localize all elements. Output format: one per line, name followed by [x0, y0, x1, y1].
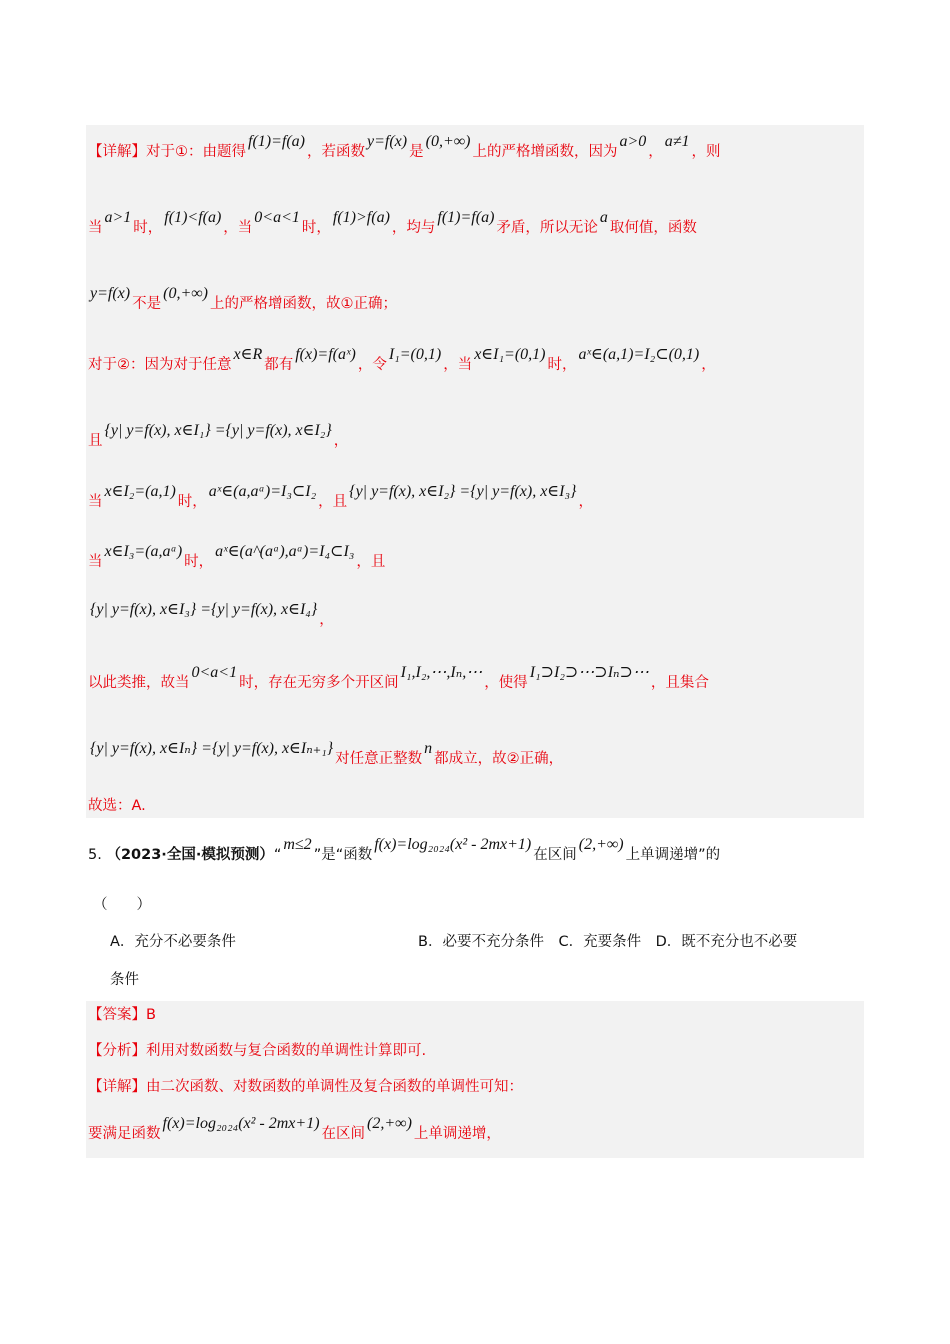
text-segment: B．必要不充分条件 C．充要条件 D．既不充分也不必要	[418, 934, 798, 950]
math-formula: I₁⊃I₂⊃⋯⊃Iₙ⊃⋯	[529, 664, 649, 681]
math-formula: (2,+∞)	[367, 1115, 412, 1132]
math-formula: (0,+∞)	[425, 133, 471, 150]
text-segment: 矛盾，所以无论	[496, 220, 598, 236]
math-formula: aˣ∈(a,1)=I₂⊂(0,1)	[578, 346, 700, 363]
text-segment: 取何值，函数	[609, 220, 697, 236]
text-segment: 【详解】由二次函数、对数函数的单调性及复合函数的单调性可知：	[88, 1079, 523, 1095]
text-segment: 【详解】对于①：由题得	[88, 144, 246, 160]
math-formula: {y| y=f(x), x∈I₃} ={y| y=f(x), x∈I₄}	[90, 601, 318, 618]
text-segment: 故选：A.	[88, 798, 146, 814]
math-formula: {y| y=f(x), x∈Iₙ} ={y| y=f(x), x∈Iₙ₊₁}	[90, 740, 334, 757]
text-segment: 上的严格增函数，故①正确；	[209, 296, 397, 312]
solution5-line	[88, 1115, 501, 1144]
text-segment: 【答案】B	[88, 1007, 156, 1023]
text-segment: ，	[701, 357, 716, 373]
text-segment: 在区间	[533, 847, 577, 863]
math-formula: n	[424, 740, 433, 757]
math-formula: x∈I₂=(a,1)	[104, 483, 176, 500]
math-formula: y=f(x)	[90, 285, 131, 302]
solution4-line	[88, 209, 697, 238]
text-segment: ”是“函数	[313, 847, 373, 863]
math-formula: f(1)=f(a)	[437, 209, 495, 226]
math-formula: f(1)=f(a)	[248, 133, 305, 150]
text-segment: 是	[409, 144, 424, 160]
solution4-line	[88, 133, 721, 162]
text-segment: 对于②：因为对于任意	[88, 357, 232, 373]
text-segment: ，	[648, 144, 663, 160]
text-segment: 上的严格增函数，因为	[472, 144, 618, 160]
math-formula: (2,+∞)	[578, 836, 624, 853]
solution4-line	[88, 601, 334, 630]
question5-line	[418, 932, 797, 952]
solution4-line	[88, 346, 716, 375]
text-segment: ，若函数	[307, 144, 365, 160]
text-segment: ，均与	[391, 220, 436, 236]
solution5-line	[88, 1077, 523, 1097]
math-formula: x∈I₁=(0,1)	[474, 346, 546, 363]
text-segment: （ ）	[93, 897, 151, 913]
text-segment: 都有	[264, 357, 294, 373]
text-segment: 在区间	[321, 1126, 366, 1142]
question5-line	[88, 836, 721, 865]
question5-line	[110, 970, 139, 990]
math-formula: a≠1	[664, 133, 690, 150]
text-segment: ，当	[443, 357, 473, 373]
math-formula: f(1)>f(a)	[332, 209, 390, 226]
math-formula: f(1)<f(a)	[164, 209, 222, 226]
text-segment: 当	[88, 494, 103, 510]
solution4-line	[88, 483, 593, 512]
text-segment: ，	[333, 433, 349, 449]
text-segment: 当	[88, 554, 103, 570]
math-formula: 0<a<1	[254, 209, 300, 226]
text-segment: ，使得	[484, 675, 528, 691]
text-segment: 条件	[110, 972, 139, 988]
text-segment: 【分析】利用对数函数与复合函数的单调性计算即可.	[88, 1043, 427, 1059]
solution4-line	[88, 740, 564, 769]
math-formula: f(x)=f(aˣ)	[295, 346, 356, 363]
math-formula: f(x)=log₂₀₂₄(x² - 2mx+1)	[162, 1115, 320, 1132]
text-segment: ，	[578, 494, 593, 510]
text-segment: A．充分不必要条件	[110, 934, 236, 950]
text-segment: 上单调递增”的	[625, 847, 721, 863]
math-formula: (0,+∞)	[163, 285, 208, 302]
solution4-line	[88, 422, 349, 451]
text-segment: 都成立，故②正确，	[434, 751, 564, 767]
math-formula: f(x)=log₂₀₂₄(x² - 2mx+1)	[374, 836, 532, 853]
math-formula: aˣ∈(a,aᵃ)=I₃⊂I₂	[208, 483, 317, 500]
text-segment: 时，	[177, 494, 207, 510]
text-segment: 时，	[547, 357, 577, 373]
text-segment: ，且	[356, 554, 386, 570]
question5-line	[93, 895, 151, 915]
text-segment: 5.	[88, 847, 107, 863]
solution4-line	[88, 285, 397, 314]
text-segment: ，令	[357, 357, 387, 373]
solution4-line	[88, 796, 146, 816]
math-formula: {y| y=f(x), x∈I₁} ={y| y=f(x), x∈I₂}	[104, 422, 332, 439]
math-formula: a>0	[619, 133, 647, 150]
math-formula: x∈I₃=(a,aᵃ)	[104, 543, 183, 560]
solution4-line	[88, 543, 386, 572]
text-segment: ，	[319, 612, 334, 628]
text-segment: “	[273, 847, 282, 863]
math-formula: a	[599, 209, 608, 226]
text-segment: 上单调递增，	[413, 1126, 501, 1142]
solution5-line	[88, 1041, 426, 1061]
text-segment: 时，	[184, 554, 214, 570]
text-segment: ，且集合	[650, 675, 709, 691]
question5-line	[110, 932, 236, 952]
math-formula: y=f(x)	[367, 133, 408, 150]
math-formula: a>1	[104, 209, 132, 226]
math-formula: m≤2	[283, 836, 312, 853]
text-segment: ，则	[691, 144, 721, 160]
text-segment: 时，	[133, 220, 163, 236]
text-segment: 要满足函数	[88, 1126, 161, 1142]
text-segment: 当	[88, 220, 103, 236]
text-segment: 时，	[301, 220, 331, 236]
math-formula: 0<a<1	[191, 664, 238, 681]
solution4-line	[88, 664, 709, 693]
math-formula: I₁=(0,1)	[388, 346, 442, 363]
math-formula: aˣ∈(a^(aᵃ),aᵃ)=I₄⊂I₃	[215, 543, 355, 560]
math-formula: x∈R	[233, 346, 263, 363]
text-segment: ，当	[223, 220, 253, 236]
text-segment: 不是	[132, 296, 162, 312]
math-formula: {y| y=f(x), x∈I₂} ={y| y=f(x), x∈I₃}	[349, 483, 577, 500]
math-formula: I₁,I₂,⋯,Iₙ,⋯	[400, 664, 483, 681]
text-segment: 对任意正整数	[335, 751, 423, 767]
text-segment: 且	[88, 433, 103, 449]
solution5-line	[88, 1005, 156, 1025]
text-segment: 时，存在无穷多个开区间	[239, 675, 399, 691]
text-segment: 以此类推，故当	[88, 675, 190, 691]
text-segment: ，且	[318, 494, 348, 510]
text-segment: （2023·全国·模拟预测）	[106, 847, 274, 863]
